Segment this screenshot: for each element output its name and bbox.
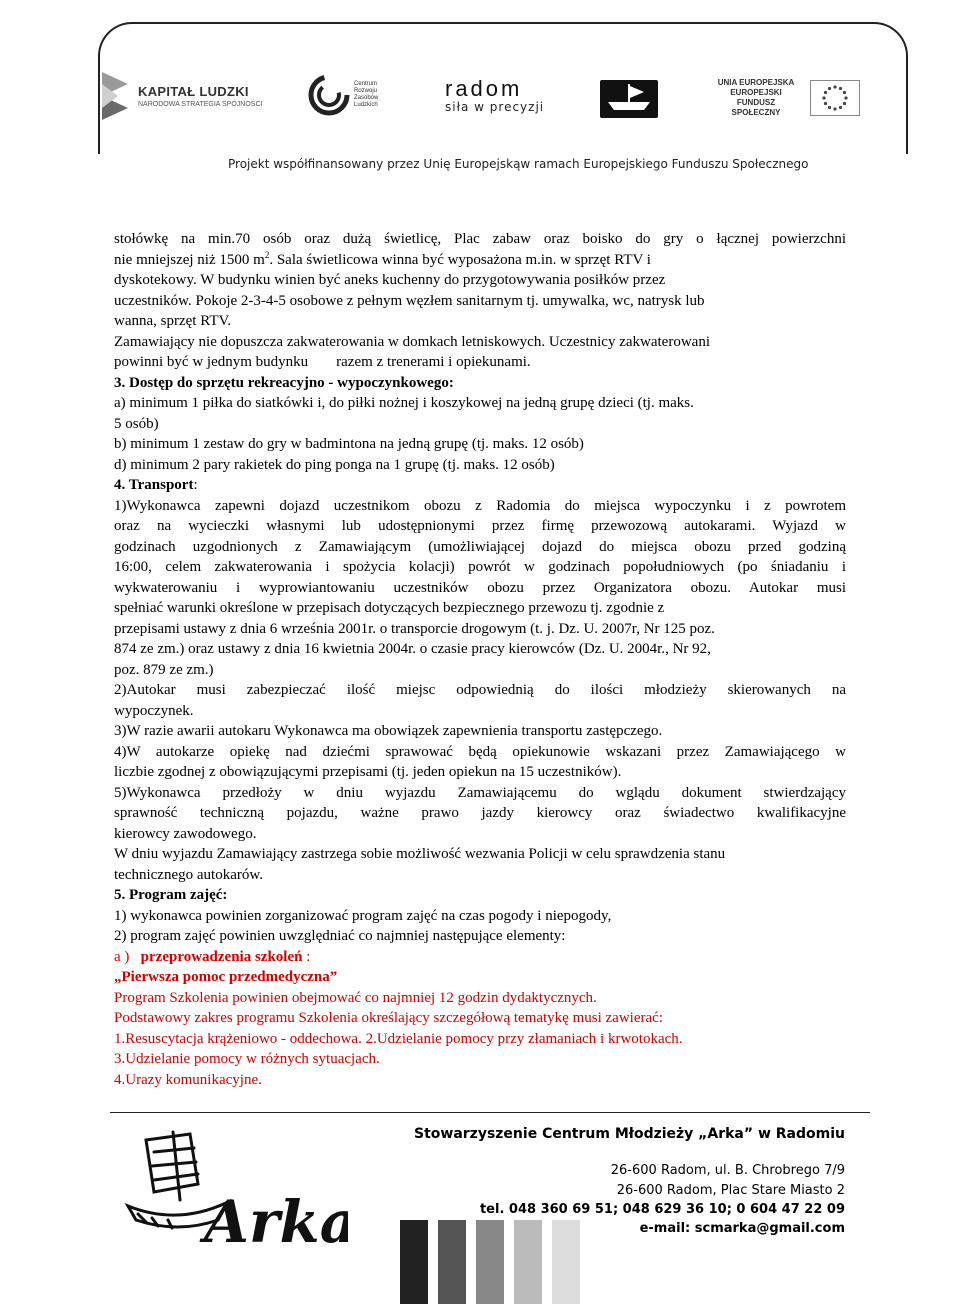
bar xyxy=(400,1220,428,1304)
bar xyxy=(514,1220,542,1304)
footer-email[interactable]: e-mail: scmarka@gmail.com xyxy=(639,1221,845,1236)
body-line: W dniu wyjazdu Zamawiający zastrzega sobie możliwość wezwania Policji w celu sprawdzenia stanu xyxy=(114,846,726,862)
crzl-line-3: Zasobów xyxy=(354,95,379,101)
training-line: 1.Resuscytacja krążeniowo - oddechowa. 2.Udzielanie pomocy przy złamaniach i krwotokach. xyxy=(114,1030,683,1047)
logo-row xyxy=(100,64,860,124)
kapital-title: KAPITAŁ LUDZKI xyxy=(138,84,249,99)
footer-color-bars xyxy=(400,1220,582,1304)
body-line: poz. 879 ze zm.) xyxy=(114,661,214,678)
body-line: d) minimum 2 pary rakietek do ping ponga na 1 grupę (tj. maks. 12 osób) xyxy=(114,456,555,473)
body-line: 2) program zajęć powinien uwzględniać co najmniej następujące elementy: xyxy=(114,928,566,944)
body-line: dyskotekowy. W budynku winien być aneks kuchenny do przygotowywania posiłków przez xyxy=(114,272,666,288)
ship-icon xyxy=(118,1122,348,1262)
arka-ship-logo xyxy=(118,1122,348,1262)
eu-flag-icon xyxy=(810,80,860,116)
eu-line-1: UNIA EUROPEJSKA xyxy=(717,78,795,87)
training-line: Program Szkolenia powinien obejmować co najmniej 12 godzin dydaktycznych. xyxy=(114,989,597,1006)
body-line: oraz na wycieczki własnymi lub udostępnionymi przez firmę przewozową autokarami. Wyjazd w xyxy=(114,518,846,534)
footer-address-1: 26-600 Radom, ul. B. Chrobrego 7/9 xyxy=(610,1163,845,1178)
body-line: przepisami ustawy z dnia 6 września 2001r. o transporcie drogowym (t. j. Dz. U. 2007r, Nr 125 poz. xyxy=(114,620,715,637)
bar xyxy=(476,1220,504,1304)
section-heading-3: 3. Dostęp do sprzętu rekreacyjno - wypoczynkowego: xyxy=(114,374,454,391)
body-line: nie mniejszej niż 1500 $m^2$. Sala świetlicowa winna być wyposażona m.in. w sprzęt RTV i xyxy=(114,249,651,268)
footer-phone: tel. 048 360 69 51; 048 629 36 10; 0 604 47 22 09 xyxy=(479,1202,845,1217)
arka-small-logo xyxy=(600,80,658,118)
body-line: 4)W autokarze opiekę nad dziećmi sprawować będą opiekunowie wskazani przez Zamawiającego w xyxy=(114,743,846,760)
arka-logo-word: Arka xyxy=(204,1188,348,1256)
bar xyxy=(438,1220,466,1304)
training-line: 3.Udzielanie pomocy w różnych sytuacjach. xyxy=(114,1051,380,1067)
footer-divider xyxy=(110,1112,870,1113)
project-cofinancing-line: Projekt współfinansowany przez Unię Europejskąw ramach Europejskiego Funduszu Społecznego xyxy=(228,157,809,171)
body-line: wykwaterowaniu i wyprowiantowaniu uczestników obozu przez Organizatora obozu. Autokar musi xyxy=(114,579,846,596)
ship-icon xyxy=(600,80,658,118)
body-line: kierowcy zawodowego. xyxy=(114,825,257,842)
training-title: „Pierwsza pomoc przedmedyczna” xyxy=(114,969,338,985)
body-line: stołówkę na min.70 osób oraz dużą świetlicę, Plac zabaw oraz boisko do gry o łącznej powierzchni xyxy=(114,231,846,247)
body-line: 2)Autokar musi zabezpieczać ilość miejsc odpowiednią do ilości młodzieży skierowanych na xyxy=(114,682,846,698)
document-body xyxy=(114,229,846,1090)
eu-line-3: FUNDUSZ SPOŁECZNY xyxy=(731,98,781,117)
body-line: 1)Wykonawca zapewni dojazd uczestnikom obozu z Radomia do miejsca wypoczynku i z powrotem xyxy=(114,497,846,514)
body-line: wanna, sprzęt RTV. xyxy=(114,313,232,329)
body-line: 5)Wykonawca przedłoży w dniu wyjazdu Zamawiającemu do wglądu dokument stwierdzający xyxy=(114,784,846,801)
section-heading-4: 4. Transport: xyxy=(114,477,198,493)
kapital-ludzki-logo xyxy=(100,72,262,120)
body-line: uczestników. Pokoje 2-3-4-5 osobowe z pełnym węzłem sanitarnym tj. umywalka, wc, natrysk lub xyxy=(114,292,705,309)
body-line: b) minimum 1 zestaw do gry w badmintona na jedną grupę (tj. maks. 12 osób) xyxy=(114,436,584,452)
body-line: powinni być w jednym budynku razem z trenerami i opiekunami. xyxy=(114,354,531,370)
eu-line-2: EUROPEJSKI xyxy=(730,88,782,97)
bar xyxy=(552,1220,580,1304)
body-line: 1) wykonawca powinien zorganizować program zajęć na czas pogody i niepogody, xyxy=(114,907,612,924)
body-line: Zamawiający nie dopuszcza zakwaterowania w domkach letniskowych. Uczestnicy zakwaterowani xyxy=(114,333,710,350)
kapital-ludzki-icon xyxy=(100,72,130,120)
kapital-subtitle: NARODOWA STRATEGIA SPÓJNOŚCI xyxy=(138,101,263,108)
training-line: a ) przeprowadzenia szkoleń : xyxy=(114,948,311,965)
body-line: 874 ze zm.) oraz ustawy z dnia 16 kwietnia 2004r. o czasie pracy kierowców (Dz. U. 2004r., Nr 92, xyxy=(114,641,711,657)
body-line: 5 osób) xyxy=(114,415,159,432)
footer-organization: Stowarzyszenie Centrum Młodzieży „Arka” w Radomiu xyxy=(414,1126,845,1142)
radom-word: radom xyxy=(445,76,523,101)
body-line: sprawność techniczną pojazdu, ważne prawo jazdy kierowcy oraz świadectwo kwalifikacyjne xyxy=(114,805,846,821)
crzl-stars-icon xyxy=(308,74,350,116)
crzl-line-1: Centrum xyxy=(354,81,378,87)
training-line: 4.Urazy komunikacyjne. xyxy=(114,1071,262,1088)
body-line: technicznego autokarów. xyxy=(114,866,263,883)
crzl-line-2: Rozwoju xyxy=(354,88,378,94)
crzl-logo xyxy=(308,74,378,116)
body-line: 3)W razie awarii autokaru Wykonawca ma obowiązek zapewnienia transportu zastępczego. xyxy=(114,723,663,739)
body-line: liczbie zgodnej z obowiązującymi przepisami (tj. jeden opiekun na 15 uczestników). xyxy=(114,764,622,780)
body-line: 16:00, celem zakwaterowania i spożycia kolacji) powrót w godzinach popołudniowych (po śniadaniu i xyxy=(114,559,846,575)
body-line: a) minimum 1 piłka do siatkówki i, do piłki nożnej i koszykowej na jedną grupę dzieci (tj. maks. xyxy=(114,395,694,411)
body-line: spełniać warunki określone w przepisach dotyczących bezpiecznego przewozu tj. zgodnie z xyxy=(114,600,665,616)
body-line: godzinach uzgodnionych z Zamawiającym (umożliwiającej dojazd do miejsca obozu przed godziną xyxy=(114,538,846,555)
footer-address-2: 26-600 Radom, Plac Stare Miasto 2 xyxy=(616,1183,845,1198)
eu-logo xyxy=(712,78,860,118)
radom-logo xyxy=(445,78,544,114)
radom-slogan: siła w precyzji xyxy=(445,100,545,114)
body-line: wypoczynek. xyxy=(114,702,194,719)
crzl-line-4: Ludzkich xyxy=(354,102,378,108)
section-heading-5: 5. Program zajęć: xyxy=(114,887,228,903)
training-line: Podstawowy zakres programu Szkolenia określający szczegółową tematykę musi zawierać: xyxy=(114,1010,663,1026)
